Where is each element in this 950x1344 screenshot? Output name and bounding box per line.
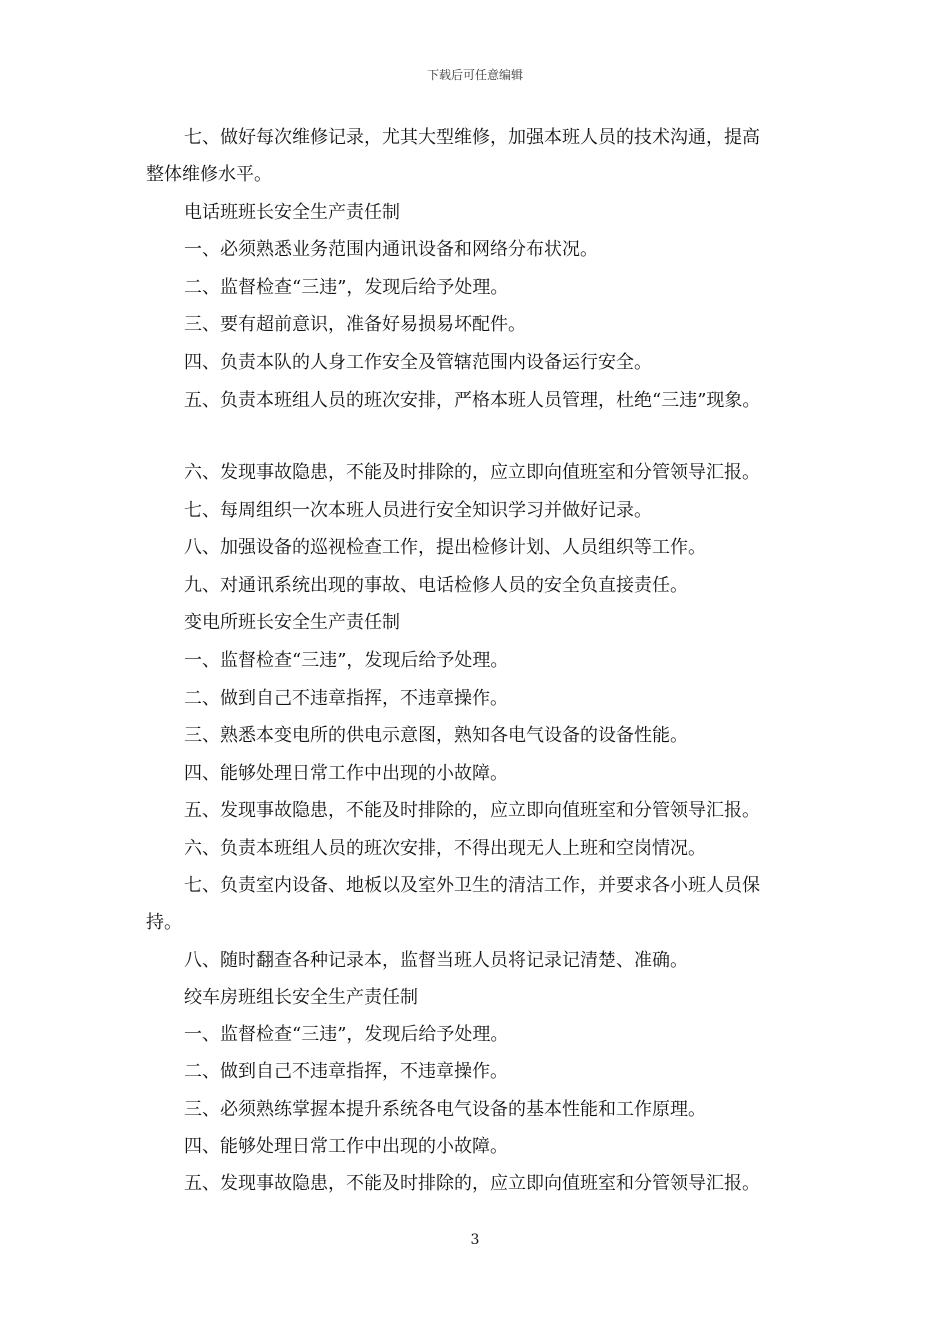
paragraph-line: 五、发现事故隐患，不能及时排除的，应立即向值班室和分管领导汇报。 bbox=[184, 800, 760, 821]
paragraph-line: 一、监督检查“三违”，发现后给予处理。 bbox=[184, 650, 509, 671]
paragraph-line: 四、负责本队的人身工作安全及管辖范围内设备运行安全。 bbox=[184, 352, 652, 373]
section-heading: 绞车房班组长安全生产责任制 bbox=[184, 987, 418, 1008]
paragraph-line: 五、发现事故隐患，不能及时排除的，应立即向值班室和分管领导汇报。 bbox=[184, 1173, 760, 1194]
paragraph-line: 六、负责本班组人员的班次安排，不得出现无人上班和空岗情况。 bbox=[184, 838, 706, 859]
paragraph-line: 四、能够处理日常工作中出现的小故障。 bbox=[184, 1136, 508, 1157]
paragraph-line: 三、熟悉本变电所的供电示意图，熟知各电气设备的设备性能。 bbox=[184, 725, 688, 746]
paragraph-line: 一、监督检查“三违”，发现后给予处理。 bbox=[184, 1024, 509, 1045]
page-number: 3 bbox=[470, 1232, 480, 1248]
paragraph-line: 八、随时翻查各种记录本，监督当班人员将记录记清楚、准确。 bbox=[184, 950, 688, 971]
paragraph-line: 二、做到自己不违章指挥，不违章操作。 bbox=[184, 688, 508, 709]
paragraph-line: 持。 bbox=[146, 912, 182, 933]
paragraph-line: 二、监督检查“三违”，发现后给予处理。 bbox=[184, 277, 509, 298]
paragraph-line: 四、能够处理日常工作中出现的小故障。 bbox=[184, 763, 508, 784]
paragraph-line: 五、负责本班组人员的班次安排，严格本班人员管理，杜绝“三违”现象。 bbox=[184, 390, 761, 411]
paragraph-line: 三、必须熟练掌握本提升系统各电气设备的基本性能和工作原理。 bbox=[184, 1099, 706, 1120]
section-heading: 变电所班长安全生产责任制 bbox=[184, 612, 400, 633]
section-heading: 电话班班长安全生产责任制 bbox=[184, 202, 400, 223]
paragraph-line: 三、要有超前意识，准备好易损易坏配件。 bbox=[184, 314, 526, 335]
paragraph-line: 七、做好每次维修记录，尤其大型维修，加强本班人员的技术沟通，提高 bbox=[184, 127, 760, 148]
paragraph-line: 整体维修水平。 bbox=[146, 164, 272, 185]
page-header: 下载后可任意编辑 bbox=[426, 68, 523, 82]
paragraph-line: 九、对通讯系统出现的事故、电话检修人员的安全负直接责任。 bbox=[184, 575, 688, 596]
paragraph-line: 七、每周组织一次本班人员进行安全知识学习并做好记录。 bbox=[184, 500, 652, 521]
paragraph-line: 七、负责室内设备、地板以及室外卫生的清洁工作，并要求各小班人员保 bbox=[184, 875, 760, 896]
paragraph-line: 六、发现事故隐患，不能及时排除的，应立即向值班室和分管领导汇报。 bbox=[184, 462, 760, 483]
paragraph-line: 二、做到自己不违章指挥，不违章操作。 bbox=[184, 1061, 508, 1082]
paragraph-line: 一、必须熟悉业务范围内通讯设备和网络分布状况。 bbox=[184, 239, 598, 260]
paragraph-line: 八、加强设备的巡视检查工作，提出检修计划、人员组织等工作。 bbox=[184, 537, 706, 558]
